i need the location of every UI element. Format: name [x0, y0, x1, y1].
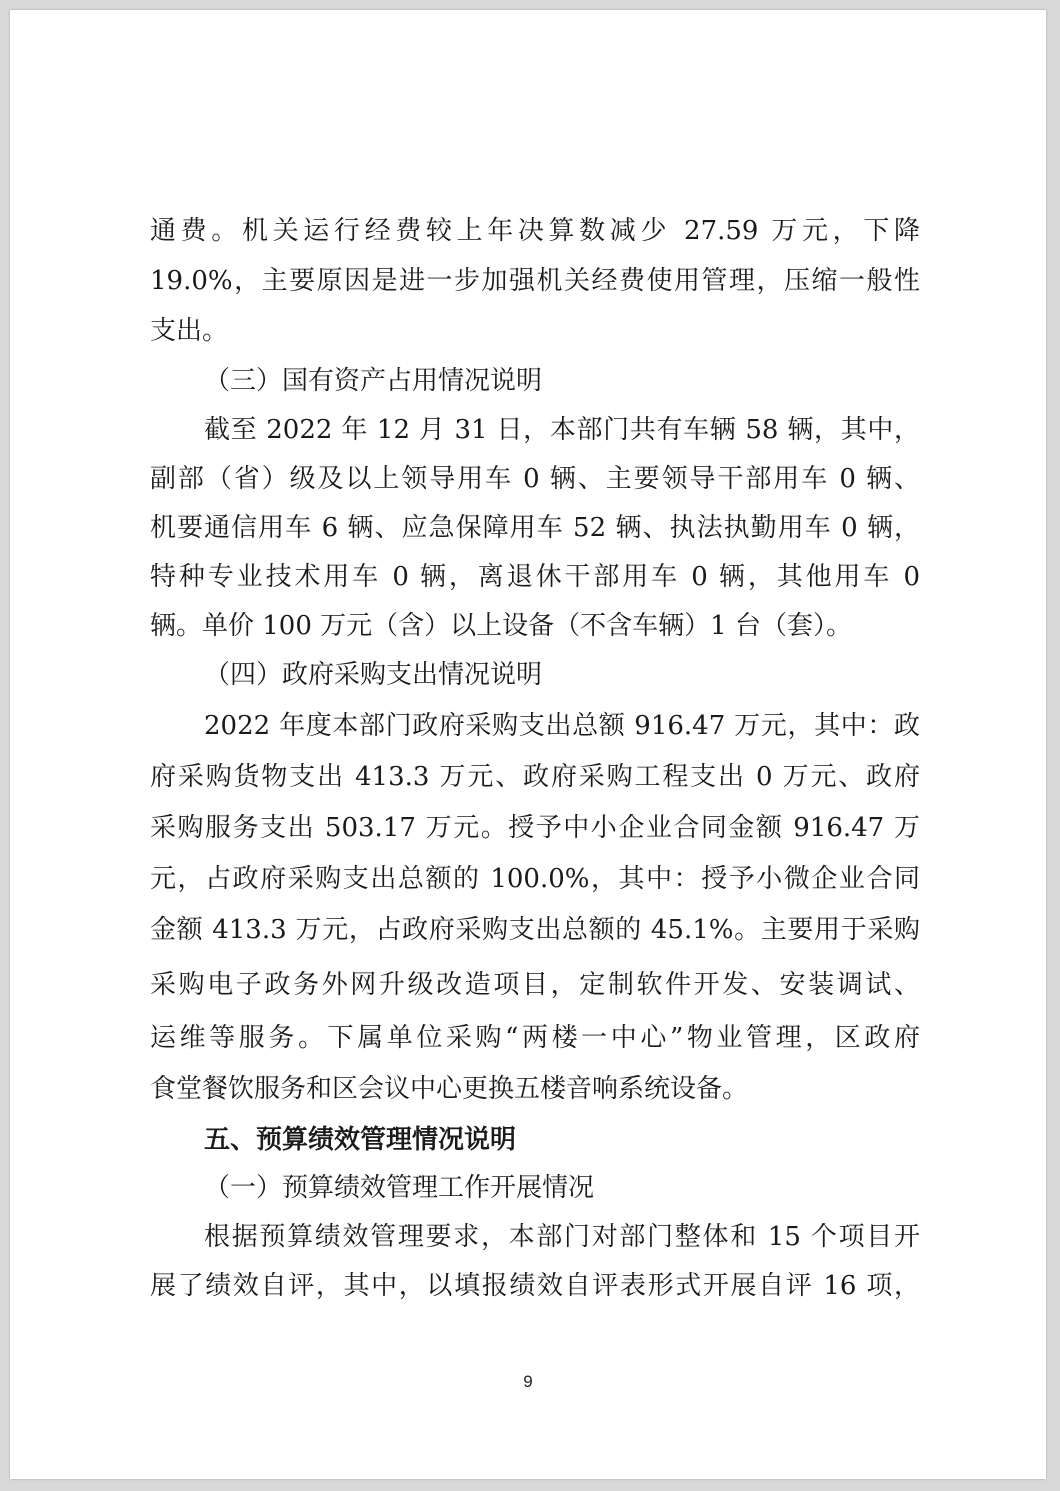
body-text-line: 根据预算绩效管理要求，本部门对部门整体和 15 个项目开 — [204, 1222, 920, 1252]
body-text-line: 副部（省）级及以上领导用车 0 辆、主要领导干部用车 0 辆、 — [150, 464, 920, 494]
body-text-line: 截至 2022 年 12 月 31 日，本部门共有车辆 58 辆，其中， — [204, 415, 920, 445]
body-text-line: 通费。机关运行经费较上年决算数减少 27.59 万元，下降 — [150, 216, 920, 246]
body-text-line: 金额 413.3 万元，占政府采购支出总额的 45.1%。主要用于采购 — [150, 915, 920, 945]
document-page — [10, 10, 1046, 1479]
body-text-line: 19.0%，主要原因是进一步加强机关经费使用管理，压缩一般性 — [150, 266, 920, 296]
section-heading: （三）国有资产占用情况说明 — [204, 366, 543, 396]
body-text-line: 采购电子政务外网升级改造项目，定制软件开发、安装调试、 — [150, 970, 920, 1000]
body-text-line: 支出。 — [150, 316, 229, 346]
body-text-line: 采购服务支出 503.17 万元。授予中小企业合同金额 916.47 万 — [150, 813, 920, 843]
section-heading: （四）政府采购支出情况说明 — [204, 660, 543, 690]
chapter-heading: 五、预算绩效管理情况说明 — [204, 1125, 517, 1155]
body-text-line: 府采购货物支出 413.3 万元、政府采购工程支出 0 万元、政府 — [150, 762, 920, 792]
page-number: 9 — [523, 1372, 533, 1391]
body-text-line: 展了绩效自评，其中，以填报绩效自评表形式开展自评 16 项， — [150, 1271, 920, 1301]
body-text-line: 元，占政府采购支出总额的 100.0%，其中：授予小微企业合同 — [150, 864, 920, 894]
body-text-line: 机要通信用车 6 辆、应急保障用车 52 辆、执法执勤用车 0 辆， — [150, 513, 920, 543]
body-text-line: 特种专业技术用车 0 辆，离退休干部用车 0 辆，其他用车 0 — [150, 562, 920, 592]
body-text-line: 辆。单价 100 万元（含）以上设备（不含车辆）1 台（套）。 — [150, 611, 852, 641]
body-text-line: 2022 年度本部门政府采购支出总额 916.47 万元，其中：政 — [204, 711, 920, 741]
body-text-line: 运维等服务。下属单位采购“两楼一中心”物业管理，区政府 — [150, 1023, 920, 1053]
body-text-line: 食堂餐饮服务和区会议中心更换五楼音响系统设备。 — [150, 1074, 749, 1104]
section-heading: （一）预算绩效管理工作开展情况 — [204, 1173, 595, 1203]
